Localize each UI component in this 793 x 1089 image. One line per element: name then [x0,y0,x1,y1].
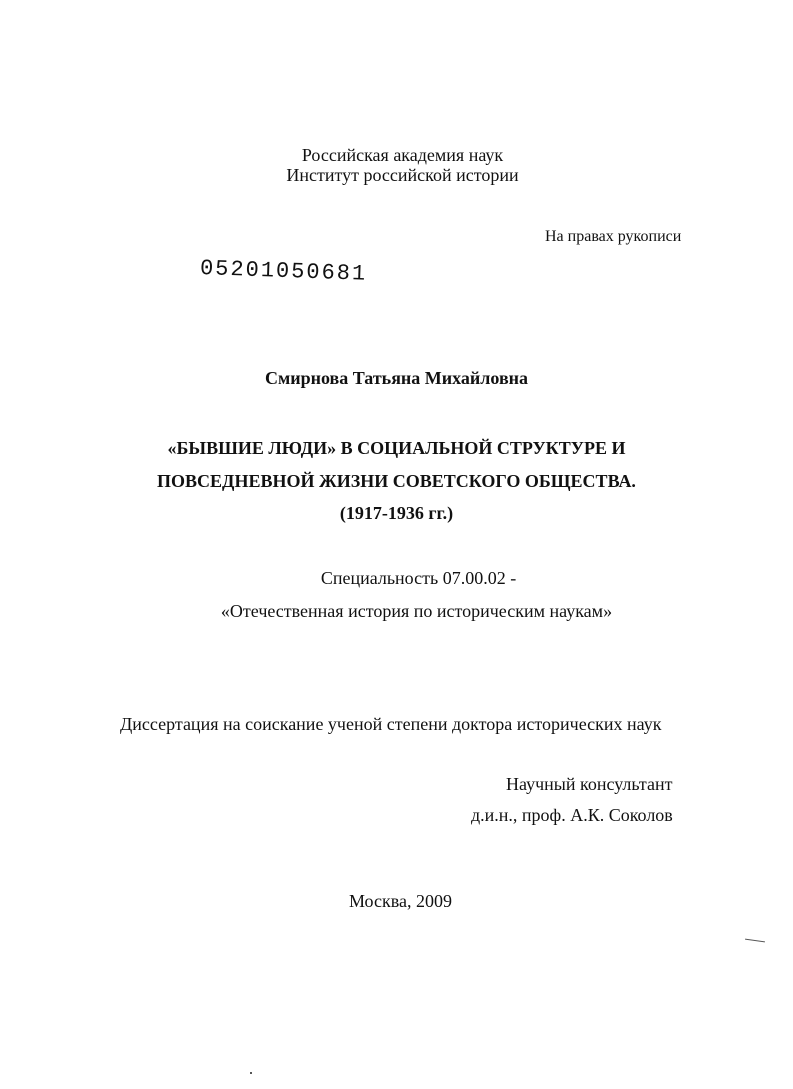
consultant-name: д.и.н., проф. А.К. Соколов [471,805,673,825]
specialty-name: «Отечественная история по историческим наукам» [220,601,613,621]
scan-artifact-dot [250,1072,252,1074]
degree-statement: Диссертация на соискание ученой степени доктора исторических наук [120,714,662,734]
dissertation-title-line-2: ПОВСЕДНЕВНОЙ ЖИЗНИ СОВЕТСКОГО ОБЩЕСТВА. [157,471,636,491]
organization-name: Российская академия наук [301,145,504,165]
dissertation-title-line-1: «БЫВШИЕ ЛЮДИ» В СОЦИАЛЬНОЙ СТРУКТУРЕ И [167,438,626,458]
consultant-label: Научный консультант [506,774,673,794]
manuscript-rights-note: На правах рукописи [545,228,682,245]
catalog-code-stamp: 05201050681 [199,256,368,287]
dissertation-title-years: (1917-1936 гг.) [339,503,454,523]
institute-name: Институт российской истории [286,165,519,185]
author-name: Смирнова Татьяна Михайловна [264,368,529,388]
scan-artifact-mark [745,939,765,943]
specialty-code: Специальность 07.00.02 - [320,568,517,588]
city-and-year: Москва, 2009 [349,891,452,911]
